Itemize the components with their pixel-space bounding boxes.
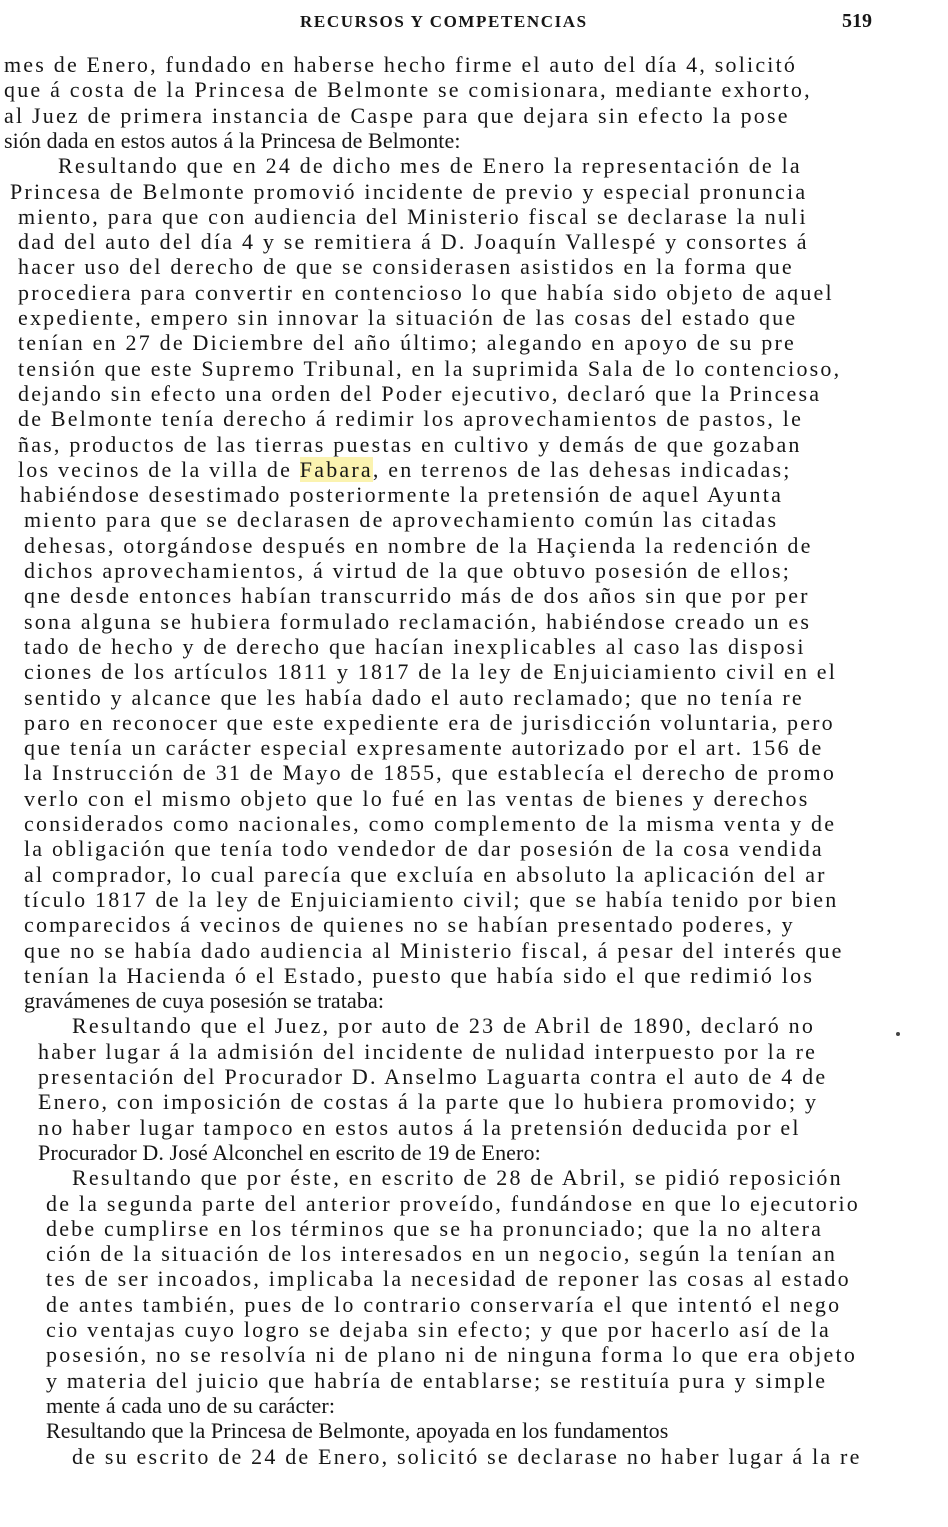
highlighted-word: Fabara xyxy=(299,456,373,482)
text-line: cio ventajas cuyo logro se dejaba sin efecto; y que por hacerlo así de la xyxy=(46,1317,831,1342)
text-line: tes de ser incoados, implicaba la necesidad de reponer las cosas al estado xyxy=(46,1266,851,1292)
text-line: de su escrito de 24 de Enero, solicitó se declarase no haber lugar á la re xyxy=(72,1443,862,1469)
text-line: gravámenes de cuya posesión se trataba: xyxy=(24,988,385,1014)
text-line: dichos aprovechamientos, á virtud de la que obtuvo posesión de ellos; xyxy=(24,558,792,583)
text-line: dehesas, otorgándose después en nombre de la Haçienda la redención de xyxy=(24,532,813,558)
text-line: debe cumplirse en los términos que se ha pronunciado; que la no altera xyxy=(46,1215,824,1241)
text-line: expediente, empero sin innovar la situación de las cosas del estado que xyxy=(18,305,798,330)
text-line: que tenía un carácter especial expresamente autorizado por el art. 156 de xyxy=(24,735,824,761)
text-line: sión dada en estos autos á la Princesa de Belmonte: xyxy=(4,127,461,153)
text-line: miento, para que con audiencia del Ministerio fiscal se declarase la nuli xyxy=(18,203,808,229)
page-header xyxy=(0,8,948,38)
text-line: de Belmonte tenía derecho á redimir los aprovechamientos de pastos, le xyxy=(18,406,804,432)
text-line: ción de la situación de los interesados en un negocio, según la tenían an xyxy=(46,1241,838,1267)
text-line: que no se había dado audiencia al Ministerio fiscal, á pesar del interés que xyxy=(24,937,844,963)
text-line: tensión que este Supremo Tribunal, en la suprimida Sala de lo contencioso, xyxy=(18,355,842,381)
text-line: dejando sin efecto una orden del Poder ejecutivo, declaró que la Princesa xyxy=(18,380,822,406)
text-line: los vecinos de la villa de Fabara, en terrenos de las dehesas indicadas; xyxy=(18,456,792,482)
text-line: al Juez de primera instancia de Caspe para que dejara sin efecto la pose xyxy=(4,102,790,128)
text-line: al comprador, lo cual parecía que excluía en absoluto la aplicación del ar xyxy=(24,861,827,887)
text-line: y materia del juicio que habría de entablarse; se restituía pura y simple xyxy=(46,1367,828,1393)
text-line: verlo con el mismo objeto que lo fué en las ventas de bienes y derechos xyxy=(24,785,810,811)
text-line: ciones de los artículos 1811 y 1817 de la ley de Enjuiciamiento civil en el xyxy=(24,659,838,685)
text-line: tículo 1817 de la ley de Enjuiciamiento civil; que se había tenido por bien xyxy=(24,886,839,912)
text-line: paro en reconocer que este expediente era de jurisdicción voluntaria, pero xyxy=(24,709,835,735)
text-line: sona alguna se hubiera formulado reclamación, habiéndose creado un es xyxy=(24,608,812,634)
text-line: considerados como nacionales, como complemento de la misma venta y de xyxy=(24,811,837,836)
text-line: la obligación que tenía todo vendedor de dar posesión de la cosa vendida xyxy=(24,836,824,862)
running-title: RECURSOS Y COMPETENCIAS xyxy=(300,12,588,31)
text-line: Procurador D. José Alconchel en escrito de 19 de Enero: xyxy=(38,1139,541,1165)
text-line: Resultando que por éste, en escrito de 28 de Abril, se pidió reposición xyxy=(72,1165,843,1191)
text-line: dad del auto del día 4 y se remitiera á D. Joaquín Vallespé y consortes á xyxy=(18,229,809,255)
text-line: habiéndose desestimado posteriormente la pretensión de aquel Ayunta xyxy=(20,482,784,508)
text-line: tenían la Hacienda ó el Estado, puesto que había sido el que redimió los xyxy=(24,962,815,988)
text-line: ñas, productos de las tierras puestas en cultivo y demás de que gozaban xyxy=(18,431,802,457)
text-line: Resultando que la Princesa de Belmonte, apoyada en los fundamentos xyxy=(46,1418,669,1444)
text-line: de antes también, pues de lo contrario conservaría el que intentó el nego xyxy=(46,1291,842,1317)
page-number: 519 xyxy=(842,10,872,32)
text-line: posesión, no se resolvía ni de plano ni de ninguna forma lo que era objeto xyxy=(46,1342,858,1368)
text-line: la Instrucción de 31 de Mayo de 1855, que establecía el derecho de promo xyxy=(24,760,837,786)
text-line: no haber lugar tampoco en estos autos á la pretensión deducida por el xyxy=(38,1114,801,1140)
text-line: mes de Enero, fundado en haberse hecho firme el auto del día 4, solicitó xyxy=(4,52,798,77)
margin-mark xyxy=(896,1032,900,1036)
text-line: Enero, con imposición de costas á la parte que lo hubiera promovido; y xyxy=(38,1089,819,1115)
text-line: procediera para convertir en contencioso lo que había sido objeto de aquel xyxy=(18,279,834,305)
text-line: Resultando que el Juez, por auto de 23 de Abril de 1890, declaró no xyxy=(72,1013,816,1039)
text-line: miento para que se declarasen de aprovechamiento común las citadas xyxy=(24,507,779,533)
text-line: comparecidos á vecinos de quienes no se habían presentado poderes, y xyxy=(24,912,795,938)
text-line: que á costa de la Princesa de Belmonte se comisionara, mediante exhorto, xyxy=(4,77,812,103)
text-line: qne desde entonces habían transcurrido más de dos años sin que por per xyxy=(24,583,810,609)
text-line: sentido y alcance que les había dado el auto reclamado; que no tenía re xyxy=(24,684,804,710)
text-line: Resultando que en 24 de dicho mes de Enero la representación de la xyxy=(58,153,802,179)
text-line: tado de hecho y de derecho que hacían inexplicables al caso las disposi xyxy=(24,633,806,659)
text-line: mente á cada uno de su carácter: xyxy=(46,1392,336,1418)
text-line: de la segunda parte del anterior proveído, fundándose en que lo ejecutorio xyxy=(46,1190,861,1216)
text-line: tenían en 27 de Diciembre del año último; alegando en apoyo de su pre xyxy=(18,330,796,356)
text-line: hacer uso del derecho de que se considerasen asistidos en la forma que xyxy=(18,254,794,280)
text-line: haber lugar á la admisión del incidente de nulidad interpuesto por la re xyxy=(38,1038,818,1064)
text-line: presentación del Procurador D. Anselmo Laguarta contra el auto de 4 de xyxy=(38,1064,828,1089)
text-line: Princesa de Belmonte promovió incidente de previo y especial pronuncia xyxy=(10,178,808,204)
